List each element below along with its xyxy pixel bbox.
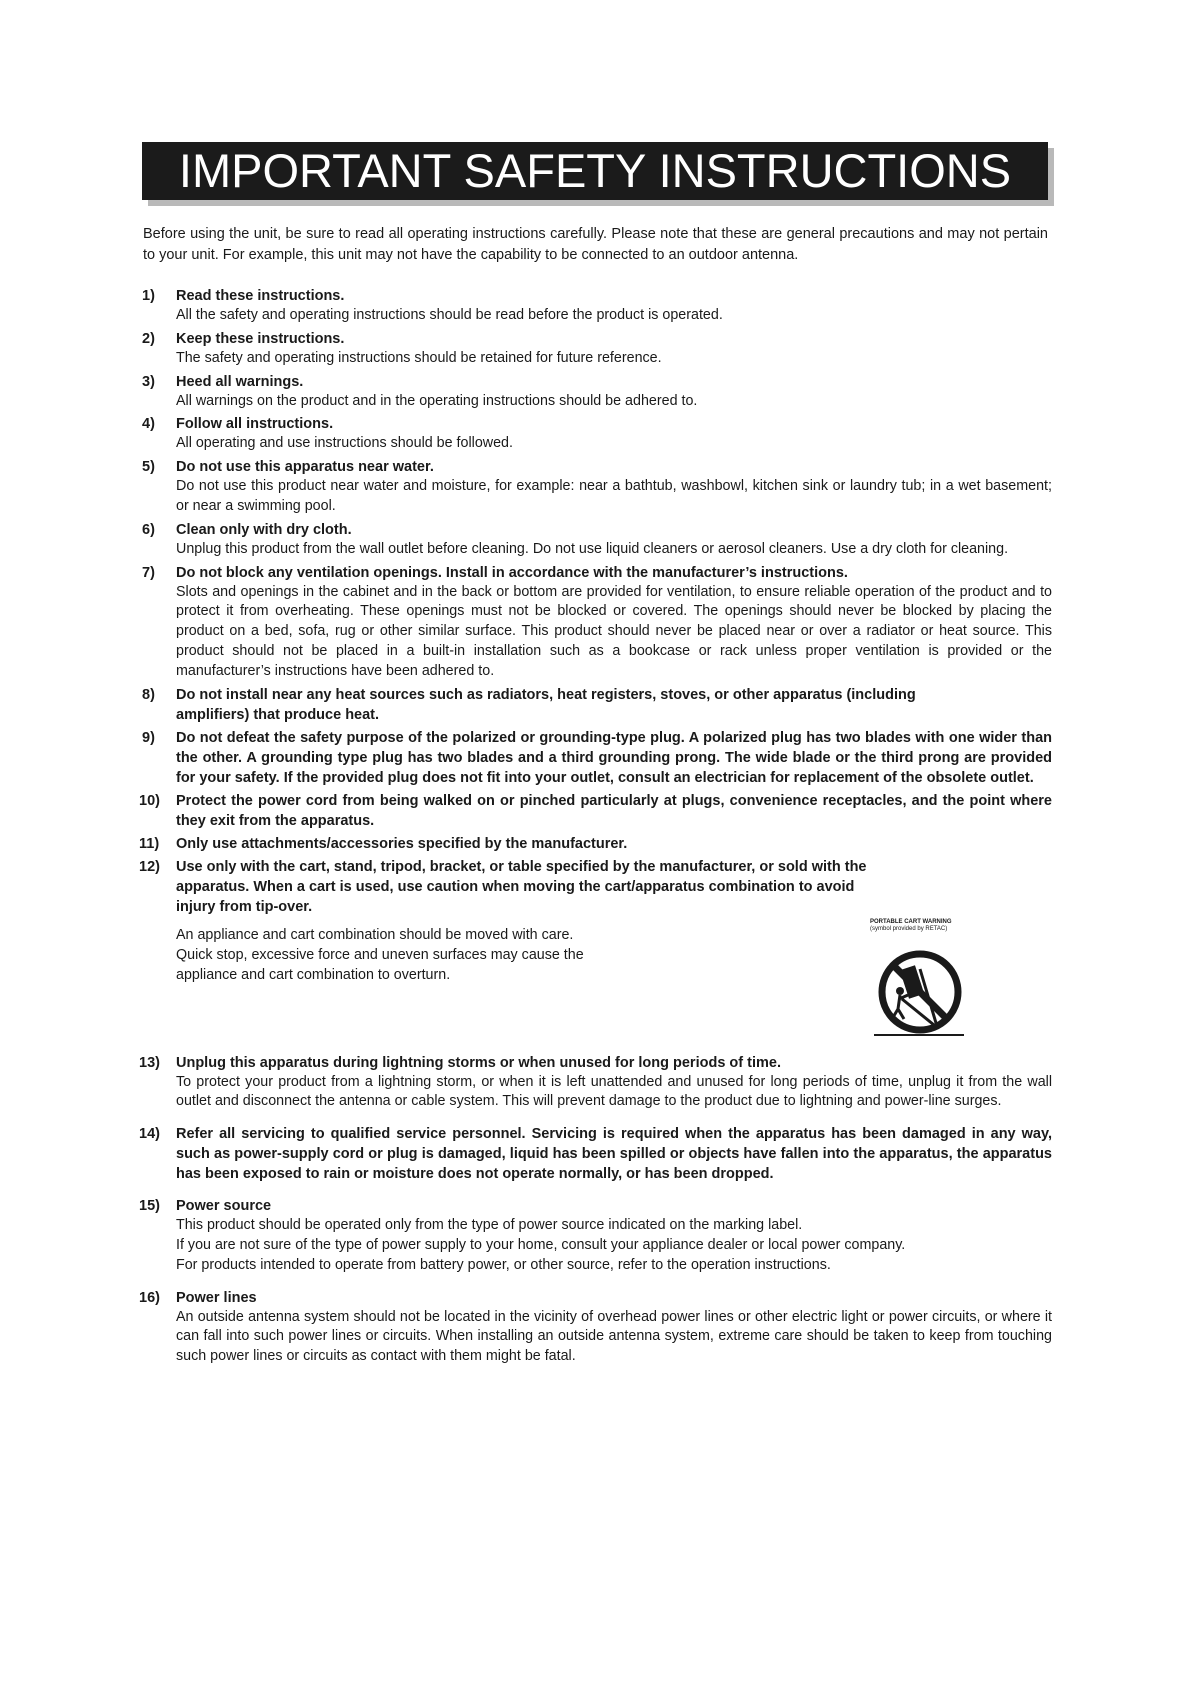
item-number: 10) xyxy=(139,792,160,809)
list-item xyxy=(139,791,1052,831)
item-heading: Do not use this apparatus near water. xyxy=(176,459,434,476)
item-description: The safety and operating instructions should be retained for future reference. xyxy=(176,349,662,366)
item-number: 14) xyxy=(139,1126,160,1143)
list-item xyxy=(142,329,1052,369)
item-number: 15) xyxy=(139,1198,160,1215)
item-heading: Power source xyxy=(176,1198,272,1215)
item-description: Unplug this product from the wall outlet before cleaning. Do not use liquid cleaners or aerosol cleaners. Use a dry cloth for cleaning. xyxy=(176,540,1009,557)
item-number: 12) xyxy=(139,858,160,875)
cart-warning-line: Quick stop, excessive force and uneven surfaces may cause the xyxy=(176,946,584,963)
list-item xyxy=(142,457,1052,517)
list-item xyxy=(139,1288,1052,1367)
item-number: 3) xyxy=(142,373,155,390)
item-heading: Power lines xyxy=(176,1289,257,1306)
cart-warning-sublabel: (symbol provided by RETAC) xyxy=(870,925,948,932)
item-heading: Do not install near any heat sources such as radiators, heat registers, stoves, or other apparatus (including amplifiers) that produce heat. xyxy=(176,686,916,723)
item-description: To protect your product from a lightning storm, or when it is left unattended and unused for long periods of time, unplug it from the wall outlet and disconnect the antenna or cable system. This will prevent damage to the product due to lightning and power-line surges. xyxy=(176,1073,1052,1110)
cart-warning-label: PORTABLE CART WARNING xyxy=(870,918,952,925)
item-description-line: For products intended to operate from battery power, or other source, refer to the operation instructions. xyxy=(176,1256,831,1273)
list-item xyxy=(139,834,1052,854)
item-number: 9) xyxy=(142,729,155,746)
item-heading: Read these instructions. xyxy=(176,288,345,304)
list-item xyxy=(142,372,1052,412)
item-heading: Follow all instructions. xyxy=(176,416,334,433)
list-item xyxy=(139,1124,1052,1184)
list-item xyxy=(142,520,1052,560)
item-heading: Clean only with dry cloth. xyxy=(176,521,352,538)
item-heading: Only use attachments/accessories specified by the manufacturer. xyxy=(176,835,628,852)
item-number: 13) xyxy=(139,1054,160,1071)
item-heading: Use only with the cart, stand, tripod, bracket, or table specified by the manufacturer, or sold with the apparatus. When a cart is used, use caution when moving the cart/apparatus combination to avoid injury from tip-over. xyxy=(176,858,867,915)
list-item xyxy=(142,414,1052,454)
item-description: An outside antenna system should not be located in the vicinity of overhead power lines or other electric light or power circuits, or where it can fall into such power lines or circuits. When installing an outside antenna system, extreme care should be taken to keep from touching such power lines or circuits as contact with them might be fatal. xyxy=(176,1308,1052,1365)
list-item xyxy=(142,685,1052,725)
cart-tip-over-warning-icon xyxy=(872,947,982,1037)
item-heading: Do not defeat the safety purpose of the polarized or grounding-type plug. A polarized plug has two blades with one wider than the other. A grounding type plug has two blades and a third grounding prong. The wide blade or the third prong are provided for your safety. If the provided plug does not fit into your outlet, consult an electrician for replacement of the obsolete outlet. xyxy=(176,729,1052,786)
item-number: 16) xyxy=(139,1289,160,1306)
item-number: 4) xyxy=(142,416,155,433)
item-number: 5) xyxy=(142,459,155,476)
item-heading: Do not block any ventilation openings. Install in accordance with the manufacturer’s instructions. xyxy=(176,564,848,581)
list-item xyxy=(142,286,1052,326)
item-number: 7) xyxy=(142,564,155,581)
title-banner xyxy=(142,142,1048,200)
item-heading: Refer all servicing to qualified service personnel. Servicing is required when the apparatus has been damaged in any way, such as power-supply cord or plug is damaged, liquid has been spilled or objects have fallen into the apparatus, the apparatus has been exposed to rain or moisture does not operate normally, or has been dropped. xyxy=(176,1126,1052,1183)
item-number: 8) xyxy=(142,686,155,703)
list-item xyxy=(142,728,1052,788)
item-number: 1) xyxy=(142,288,155,304)
item-description: All warnings on the product and in the operating instructions should be adhered to. xyxy=(176,392,698,409)
item-number: 11) xyxy=(139,835,160,852)
item-description: Do not use this product near water and moisture, for example: near a bathtub, washbowl, kitchen sink or laundry tub; in a wet basement; or near a swimming pool. xyxy=(176,478,1052,514)
item-heading: Protect the power cord from being walked on or pinched particularly at plugs, convenience receptacles, and the point where they exit from the apparatus. xyxy=(176,792,1052,829)
item-heading: Heed all warnings. xyxy=(176,373,304,390)
instructions-list xyxy=(139,286,1052,1367)
intro-paragraph: Before using the unit, be sure to read all operating instructions carefully. Please note that these are general precautions and may not pertain to your unit. For example, this unit may not have the capability to be connected to an outdoor antenna. xyxy=(143,226,1048,263)
item-description-line: This product should be operated only from the type of power source indicated on the marking label. xyxy=(176,1217,803,1234)
item-heading: Keep these instructions. xyxy=(176,330,345,347)
cart-warning-line: appliance and cart combination to overturn. xyxy=(176,966,451,983)
item-heading: Unplug this apparatus during lightning storms or when unused for long periods of time. xyxy=(176,1054,781,1071)
portable-cart-warning xyxy=(870,919,990,1039)
cart-warning-line: An appliance and cart combination should be moved with care. xyxy=(176,926,574,943)
list-item xyxy=(139,1053,1052,1113)
cart-warning-text xyxy=(176,925,646,985)
page-title: IMPORTANT SAFETY INSTRUCTIONS xyxy=(142,142,1048,200)
item-description: All operating and use instructions should be followed. xyxy=(176,435,513,452)
cart-warning-section xyxy=(142,917,1052,1047)
item-description: All the safety and operating instructions should be read before the product is operated. xyxy=(176,307,723,323)
list-item xyxy=(142,563,1052,682)
list-item xyxy=(139,857,1052,917)
list-item xyxy=(139,1196,1052,1275)
item-number: 2) xyxy=(142,330,155,347)
item-description-line: If you are not sure of the type of power supply to your home, consult your appliance dealer or local power company. xyxy=(176,1236,906,1253)
item-description: Slots and openings in the cabinet and in the back or bottom are provided for ventilation, to ensure reliable operation of the product and to protect it from overheating. These openings must not be blocked or covered. The openings should never be blocked by placing the product on a bed, sofa, rug or other similar surface. This product should never be placed near or over a radiator or heat source. This product should not be placed in a built-in installation such as a bookcase or rack unless proper ventilation is provided or the manufacturer’s instructions have been adhered to. xyxy=(176,583,1052,679)
item-number: 6) xyxy=(142,521,155,538)
